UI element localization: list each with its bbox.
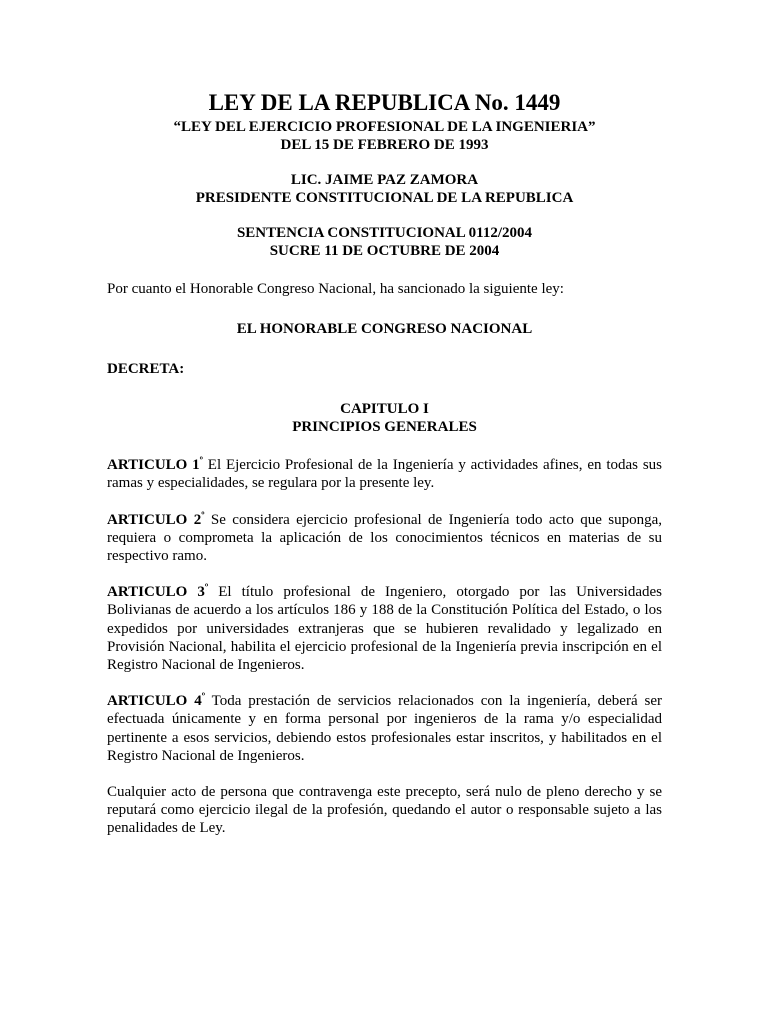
article-4: [107, 692, 662, 765]
closing-paragraph: Cualquier acto de persona que contravenga este precepto, será nulo de pleno derecho y se reputará como ejercicio ilegal de la profesión, quedando el autor o responsable sujeto a las penalidades de Ley.: [107, 784, 662, 837]
article-2-lead: ARTICULO $2^º$: [107, 509, 205, 528]
article-1-lead: ARTICULO $1^º$: [107, 455, 203, 474]
article-4-lead: ARTICULO $4^º$: [107, 691, 206, 710]
president-block: [107, 171, 662, 207]
president-name: LIC. JAIME PAZ ZAMORA: [290, 172, 479, 188]
preamble: Por cuanto el Honorable Congreso Nacional, ha sancionado la siguiente ley:: [107, 281, 564, 297]
article-1: [107, 456, 662, 492]
decreta-heading: DECRETA:: [107, 361, 185, 378]
article-3-lead: ARTICULO $3^º$: [107, 582, 209, 601]
article-3: [107, 583, 662, 674]
chapter-name: PRINCIPIOS GENERALES: [292, 419, 477, 436]
president-title: PRESIDENTE CONSTITUCIONAL DE LA REPUBLICA: [195, 190, 574, 206]
sentence-number: SENTENCIA CONSTITUCIONAL 0112/2004: [236, 225, 533, 241]
article-2: [107, 511, 662, 566]
document-page: [107, 88, 662, 838]
sentence-place-date: SUCRE 11 DE OCTUBRE DE 2004: [269, 243, 500, 259]
article-1-text: El Ejercicio Profesional de la Ingeniería y actividades afines, en todas sus ramas y especialidades, se regulara por la presente ley.: [107, 457, 662, 492]
law-date: DEL 15 DE FEBRERO DE 1993: [280, 137, 489, 153]
article-3-text: El título profesional de Ingeniero, otorgado por las Universidades Bolivianas de acuerdo a los artículos 186 y 188 de la Constitución Política del Estado, o los expedidos por universidades extranjeras que se hubieren revalidado y legalizado en Provisión Nacional, habilita el ejercicio profesional de la Ingeniería previa inscripción en el Registro Nacional de Ingenieros.: [107, 584, 662, 674]
article-2-text: Se considera ejercicio profesional de Ingeniería todo acto que suponga, requiera o comprometa la aplicación de los conocimientos técnicos en materias de su respectivo ramo.: [107, 511, 662, 565]
chapter-number: CAPITULO I: [340, 401, 429, 418]
law-title: LEY DE LA REPUBLICA No. 1449: [208, 90, 561, 115]
sentence-block: [107, 224, 662, 260]
article-4-text: Toda prestación de servicios relacionados con la ingeniería, deberá ser efectuada únicamente y en forma personal por ingenieros de la rama y/o especialidad pertinente a esos servicios, debiendo estos profesionales estar inscritos, y habilitados en el Registro Nacional de Ingenieros.: [107, 693, 662, 764]
congress-heading: EL HONORABLE CONGRESO NACIONAL: [236, 321, 533, 338]
law-subtitle: “LEY DEL EJERCICIO PROFESIONAL DE LA INGENIERIA”: [173, 119, 596, 135]
chapter-heading: [107, 400, 662, 436]
